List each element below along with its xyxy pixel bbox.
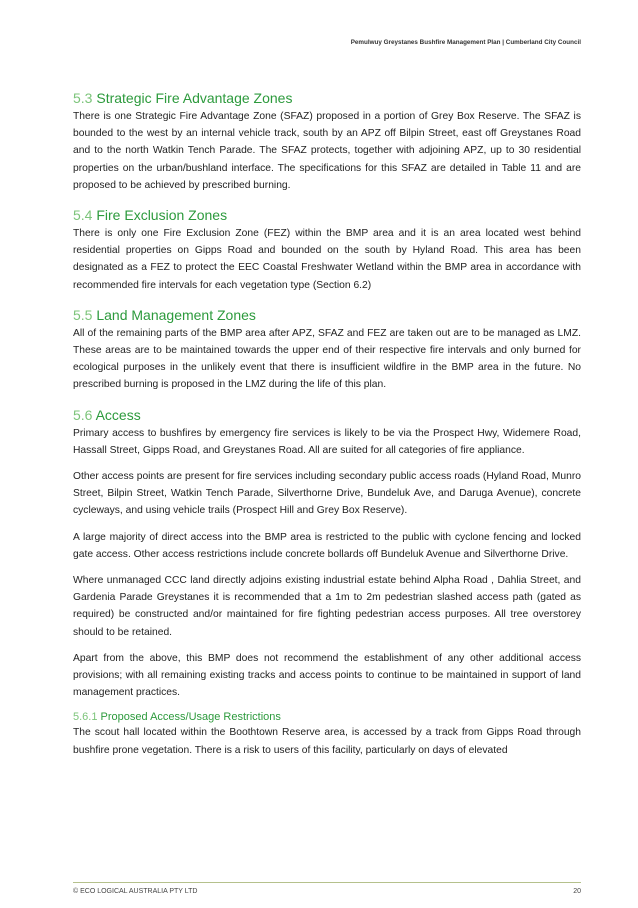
paragraph: Where unmanaged CCC land directly adjoins existing industrial estate behind Alpha Road , Dahlia Street, and Gardenia Parade Greystanes it is recommended that a 1m to 2m pedestrian slashed access path (gated as required) be constructed and/or maintained for fire fighting pedestrian access purposes. All tree overstorey should to be retained. [73,575,581,638]
section-number: 5.3 [73,90,93,106]
section-title: Proposed Access/Usage Restrictions [100,711,281,724]
section-heading-5-4 [73,205,581,225]
page-header: Pemulwuy Greystanes Bushfire Management Plan | Cumberland City Council [350,39,581,46]
section-title: Fire Exclusion Zones [96,207,228,224]
section-title: Access [95,406,141,423]
section-number: 5.6.1 [73,711,98,724]
footer-rule [73,882,581,883]
section-heading-5-5 [73,305,581,325]
document-body [73,88,581,759]
paragraph: A large majority of direct access into the BMP area is restricted to the public with cyclone fencing and locked gate access. Other access restrictions include concrete bollards off Bundeluk Avenue and Silverthorne Drive. [73,531,581,560]
subsection-heading-5-6-1 [73,710,581,724]
paragraph: There is one Strategic Fire Advantage Zone (SFAZ) proposed in a portion of Grey Box Reserve. The SFAZ is bounded to the west by an internal vehicle track, south by an APZ off Bilpin Street, east off Greystanes Road and to the north Watkin Tench Parade. The SFAZ protects, together with adjoining APZ, up to 30 residential properties on the urban/bushland interface. The specifications for this SFAZ are detailed in Table 11 and are proposed to be achieved by prescribed burning. [73,111,581,191]
paragraph: All of the remaining parts of the BMP area after APZ, SFAZ and FEZ are taken out are to be managed as LMZ. These areas are to be maintained towards the upper end of their respective fire intervals and only burned for ecological purposes in the unlikely event that there is insufficient wildfire in the BMP area in the future. No prescribed burning is proposed in the LMZ during the life of this plan. [73,327,581,391]
paragraph: There is only one Fire Exclusion Zone (FEZ) within the BMP area and it is an area located west behind residential properties on Gipps Road and bounded on the south by Hyland Road. This area has been designated as a FEZ to protect the EEC Coastal Freshwater Wetland within the BMP area in accordance with recommended fire intervals for each vegetation type (Section 6.2) [73,228,581,291]
section-title: Land Management Zones [96,306,256,323]
paragraph: Other access points are present for fire services including secondary public access roads (Hyland Road, Munro Street, Bilpin Street, Watkin Tench Parade, Silverthorne Drive, Bundeluk Ave, and Daruga Avenue), concrete cycleways, and using vehicle trails (Prospect Hill and Grey Box Reserve). [73,471,581,517]
paragraph: The scout hall located within the Boothtown Reserve area, is accessed by a track from Gipps Road through bushfire prone vegetation. There is a risk to users of this facility, particularly on days of elevated [73,727,581,756]
section-heading-5-6 [73,405,581,425]
section-heading-5-3 [73,88,581,108]
paragraph: Apart from the above, this BMP does not recommend the establishment of any other additional access provisions; with all remaining existing tracks and access points to continue to be maintained in support of land management practices. [73,652,581,699]
section-number: 5.5 [73,306,93,323]
section-number: 5.4 [73,207,93,224]
section-title: Strategic Fire Advantage Zones [96,90,293,106]
page-number: 20 [573,888,581,895]
section-number: 5.6 [73,406,93,423]
footer-copyright: © ECO LOGICAL AUSTRALIA PTY LTD [73,888,198,895]
paragraph: Primary access to bushfires by emergency fire services is likely to be via the Prospect Hwy, Widemere Road, Hassall Street, Gipps Road, and Greystanes Road. All are suited for all categories of fire appliance. [73,427,581,456]
